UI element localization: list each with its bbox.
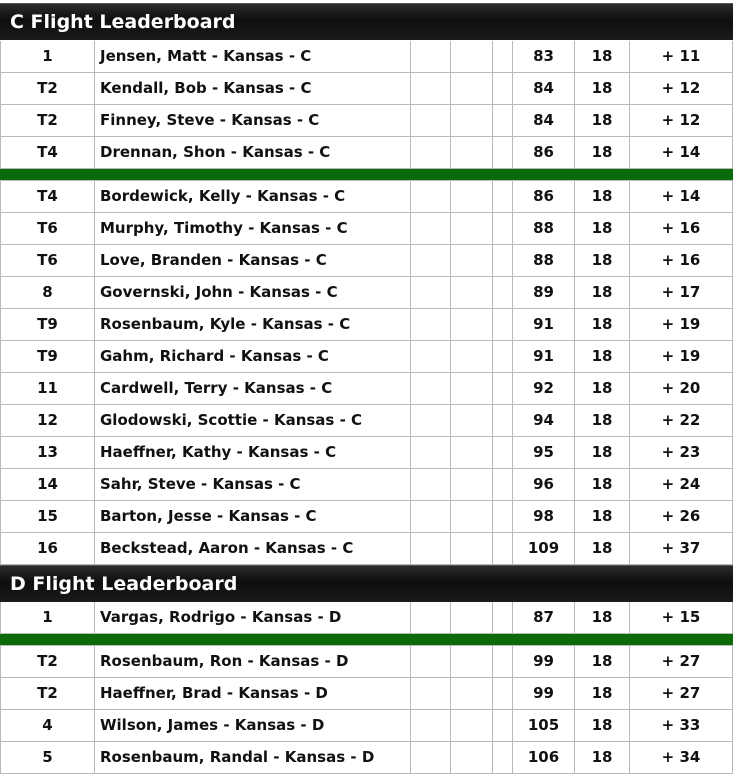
empty-cell xyxy=(451,105,493,136)
empty-cell xyxy=(451,533,493,564)
score-cell: 86 xyxy=(513,181,575,212)
position-cell: T2 xyxy=(0,105,95,136)
empty-cell xyxy=(493,437,513,468)
thru-cell: 18 xyxy=(575,742,630,773)
empty-cell xyxy=(493,41,513,72)
score-cell: 94 xyxy=(513,405,575,436)
empty-cell xyxy=(411,678,451,709)
table-row xyxy=(0,41,733,73)
player-name-cell: Kendall, Bob - Kansas - C xyxy=(95,73,411,104)
player-name-cell: Sahr, Steve - Kansas - C xyxy=(95,469,411,500)
empty-cell xyxy=(411,73,451,104)
section-header-c-flight xyxy=(0,3,733,40)
to-par-cell: + 12 xyxy=(630,73,733,104)
empty-cell xyxy=(451,373,493,404)
score-cell: 109 xyxy=(513,533,575,564)
table-row xyxy=(0,181,733,213)
empty-cell xyxy=(411,105,451,136)
player-name-cell: Governski, John - Kansas - C xyxy=(95,277,411,308)
empty-cell xyxy=(451,501,493,532)
empty-cell xyxy=(451,602,493,633)
to-par-cell: + 34 xyxy=(630,742,733,773)
thru-cell: 18 xyxy=(575,678,630,709)
position-cell: 12 xyxy=(0,405,95,436)
section-title: C Flight Leaderboard xyxy=(10,11,236,33)
empty-cell xyxy=(411,469,451,500)
empty-cell xyxy=(451,73,493,104)
position-cell: T4 xyxy=(0,181,95,212)
empty-cell xyxy=(451,309,493,340)
thru-cell: 18 xyxy=(575,181,630,212)
empty-cell xyxy=(411,181,451,212)
empty-cell xyxy=(411,533,451,564)
empty-cell xyxy=(411,341,451,372)
table-row xyxy=(0,213,733,245)
score-cell: 95 xyxy=(513,437,575,468)
position-cell: 11 xyxy=(0,373,95,404)
player-name-cell: Finney, Steve - Kansas - C xyxy=(95,105,411,136)
table-row xyxy=(0,405,733,437)
empty-cell xyxy=(493,73,513,104)
to-par-cell: + 20 xyxy=(630,373,733,404)
position-cell: T4 xyxy=(0,137,95,168)
empty-cell xyxy=(411,437,451,468)
empty-cell xyxy=(411,602,451,633)
empty-cell xyxy=(493,373,513,404)
empty-cell xyxy=(451,41,493,72)
position-cell: 14 xyxy=(0,469,95,500)
table-row xyxy=(0,373,733,405)
player-name-cell: Cardwell, Terry - Kansas - C xyxy=(95,373,411,404)
table-row xyxy=(0,341,733,373)
table-row xyxy=(0,437,733,469)
empty-cell xyxy=(451,277,493,308)
table-row xyxy=(0,742,733,774)
to-par-cell: + 19 xyxy=(630,341,733,372)
player-name-cell: Rosenbaum, Ron - Kansas - D xyxy=(95,646,411,677)
to-par-cell: + 26 xyxy=(630,501,733,532)
empty-cell xyxy=(451,437,493,468)
player-name-cell: Beckstead, Aaron - Kansas - C xyxy=(95,533,411,564)
position-cell: 15 xyxy=(0,501,95,532)
thru-cell: 18 xyxy=(575,469,630,500)
thru-cell: 18 xyxy=(575,137,630,168)
score-cell: 99 xyxy=(513,678,575,709)
to-par-cell: + 14 xyxy=(630,137,733,168)
table-row xyxy=(0,678,733,710)
thru-cell: 18 xyxy=(575,437,630,468)
to-par-cell: + 33 xyxy=(630,710,733,741)
player-name-cell: Haeffner, Kathy - Kansas - C xyxy=(95,437,411,468)
to-par-cell: + 27 xyxy=(630,646,733,677)
empty-cell xyxy=(451,213,493,244)
table-row xyxy=(0,309,733,341)
to-par-cell: + 14 xyxy=(630,181,733,212)
empty-cell xyxy=(493,469,513,500)
score-cell: 91 xyxy=(513,309,575,340)
to-par-cell: + 23 xyxy=(630,437,733,468)
table-row xyxy=(0,646,733,678)
player-name-cell: Bordewick, Kelly - Kansas - C xyxy=(95,181,411,212)
player-name-cell: Love, Branden - Kansas - C xyxy=(95,245,411,276)
score-cell: 88 xyxy=(513,213,575,244)
empty-cell xyxy=(493,137,513,168)
player-name-cell: Gahm, Richard - Kansas - C xyxy=(95,341,411,372)
player-name-cell: Wilson, James - Kansas - D xyxy=(95,710,411,741)
empty-cell xyxy=(411,245,451,276)
table-row xyxy=(0,469,733,501)
table-row xyxy=(0,277,733,309)
score-cell: 91 xyxy=(513,341,575,372)
position-cell: T2 xyxy=(0,646,95,677)
position-cell: 1 xyxy=(0,602,95,633)
score-cell: 99 xyxy=(513,646,575,677)
score-cell: 106 xyxy=(513,742,575,773)
position-cell: 13 xyxy=(0,437,95,468)
position-cell: 8 xyxy=(0,277,95,308)
score-cell: 87 xyxy=(513,602,575,633)
empty-cell xyxy=(493,105,513,136)
position-cell: T9 xyxy=(0,341,95,372)
empty-cell xyxy=(451,678,493,709)
empty-cell xyxy=(493,602,513,633)
position-cell: 4 xyxy=(0,710,95,741)
thru-cell: 18 xyxy=(575,405,630,436)
empty-cell xyxy=(451,710,493,741)
player-name-cell: Haeffner, Brad - Kansas - D xyxy=(95,678,411,709)
empty-cell xyxy=(411,501,451,532)
empty-cell xyxy=(411,742,451,773)
cut-line-divider xyxy=(0,169,733,181)
player-name-cell: Glodowski, Scottie - Kansas - C xyxy=(95,405,411,436)
player-name-cell: Drennan, Shon - Kansas - C xyxy=(95,137,411,168)
thru-cell: 18 xyxy=(575,105,630,136)
thru-cell: 18 xyxy=(575,602,630,633)
thru-cell: 18 xyxy=(575,501,630,532)
to-par-cell: + 15 xyxy=(630,602,733,633)
to-par-cell: + 24 xyxy=(630,469,733,500)
empty-cell xyxy=(451,137,493,168)
thru-cell: 18 xyxy=(575,277,630,308)
to-par-cell: + 22 xyxy=(630,405,733,436)
player-name-cell: Rosenbaum, Kyle - Kansas - C xyxy=(95,309,411,340)
score-cell: 88 xyxy=(513,245,575,276)
thru-cell: 18 xyxy=(575,646,630,677)
score-cell: 96 xyxy=(513,469,575,500)
table-row xyxy=(0,501,733,533)
empty-cell xyxy=(451,742,493,773)
cut-line-divider xyxy=(0,634,733,646)
empty-cell xyxy=(411,309,451,340)
table-row xyxy=(0,73,733,105)
empty-cell xyxy=(493,277,513,308)
score-cell: 105 xyxy=(513,710,575,741)
thru-cell: 18 xyxy=(575,73,630,104)
table-row xyxy=(0,245,733,277)
player-name-cell: Rosenbaum, Randal - Kansas - D xyxy=(95,742,411,773)
position-cell: T6 xyxy=(0,213,95,244)
empty-cell xyxy=(411,41,451,72)
score-cell: 89 xyxy=(513,277,575,308)
empty-cell xyxy=(493,181,513,212)
empty-cell xyxy=(493,405,513,436)
empty-cell xyxy=(493,710,513,741)
position-cell: T2 xyxy=(0,73,95,104)
position-cell: T2 xyxy=(0,678,95,709)
thru-cell: 18 xyxy=(575,341,630,372)
player-name-cell: Vargas, Rodrigo - Kansas - D xyxy=(95,602,411,633)
empty-cell xyxy=(411,710,451,741)
table-row xyxy=(0,137,733,169)
score-cell: 83 xyxy=(513,41,575,72)
to-par-cell: + 12 xyxy=(630,105,733,136)
position-cell: 5 xyxy=(0,742,95,773)
empty-cell xyxy=(493,501,513,532)
thru-cell: 18 xyxy=(575,309,630,340)
empty-cell xyxy=(451,341,493,372)
empty-cell xyxy=(451,469,493,500)
table-row xyxy=(0,710,733,742)
empty-cell xyxy=(493,678,513,709)
thru-cell: 18 xyxy=(575,245,630,276)
empty-cell xyxy=(411,137,451,168)
score-cell: 84 xyxy=(513,73,575,104)
empty-cell xyxy=(411,213,451,244)
empty-cell xyxy=(451,405,493,436)
empty-cell xyxy=(411,277,451,308)
table-row xyxy=(0,533,733,565)
position-cell: T6 xyxy=(0,245,95,276)
section-title: D Flight Leaderboard xyxy=(10,573,238,595)
to-par-cell: + 11 xyxy=(630,41,733,72)
thru-cell: 18 xyxy=(575,533,630,564)
empty-cell xyxy=(493,646,513,677)
empty-cell xyxy=(411,373,451,404)
to-par-cell: + 16 xyxy=(630,245,733,276)
empty-cell xyxy=(451,646,493,677)
empty-cell xyxy=(493,213,513,244)
empty-cell xyxy=(411,646,451,677)
position-cell: 16 xyxy=(0,533,95,564)
player-name-cell: Barton, Jesse - Kansas - C xyxy=(95,501,411,532)
thru-cell: 18 xyxy=(575,710,630,741)
score-cell: 98 xyxy=(513,501,575,532)
score-cell: 84 xyxy=(513,105,575,136)
to-par-cell: + 17 xyxy=(630,277,733,308)
thru-cell: 18 xyxy=(575,373,630,404)
to-par-cell: + 16 xyxy=(630,213,733,244)
table-row xyxy=(0,105,733,137)
to-par-cell: + 27 xyxy=(630,678,733,709)
empty-cell xyxy=(451,245,493,276)
empty-cell xyxy=(493,245,513,276)
score-cell: 86 xyxy=(513,137,575,168)
empty-cell xyxy=(493,309,513,340)
empty-cell xyxy=(493,533,513,564)
empty-cell xyxy=(493,341,513,372)
empty-cell xyxy=(411,405,451,436)
empty-cell xyxy=(493,742,513,773)
position-cell: T9 xyxy=(0,309,95,340)
table-row xyxy=(0,602,733,634)
section-header-d-flight xyxy=(0,565,733,602)
player-name-cell: Jensen, Matt - Kansas - C xyxy=(95,41,411,72)
position-cell: 1 xyxy=(0,41,95,72)
thru-cell: 18 xyxy=(575,213,630,244)
empty-cell xyxy=(451,181,493,212)
player-name-cell: Murphy, Timothy - Kansas - C xyxy=(95,213,411,244)
score-cell: 92 xyxy=(513,373,575,404)
thru-cell: 18 xyxy=(575,41,630,72)
to-par-cell: + 37 xyxy=(630,533,733,564)
to-par-cell: + 19 xyxy=(630,309,733,340)
